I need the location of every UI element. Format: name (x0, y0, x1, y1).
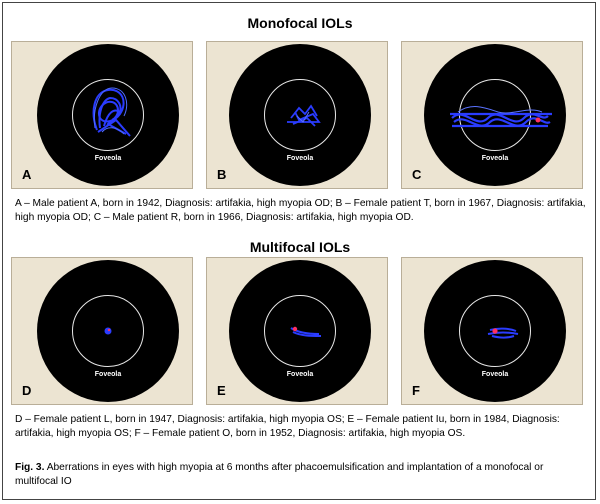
foveola-label: Foveola (481, 371, 509, 378)
monofocal-title: Monofocal IOLs (247, 15, 353, 31)
panel-letter: F (412, 383, 420, 398)
multifocal-caption: D – Female patient L, born in 1947, Diagnosis: artifakia, high myopia OS; E – Female patient Iu, born in 1984, Diagnosis: artifakia, high myopia OS; F – Female patient O, born in 1952, Diagnosis: artifakia, high myopia OS. (15, 414, 560, 439)
panel-letter: D (22, 383, 32, 398)
panel-c (401, 41, 583, 189)
panel-letter: A (22, 167, 32, 182)
aberration-pattern (402, 258, 583, 405)
panel-letter: E (217, 383, 226, 398)
foveola-label: Foveola (286, 155, 314, 162)
aberration-pattern (12, 42, 193, 189)
figure (2, 2, 596, 500)
multifocal-title: Multifocal IOLs (249, 239, 351, 255)
panel-letter: B (217, 167, 227, 182)
panel-f (401, 257, 583, 405)
panel-b (206, 41, 388, 189)
figure-caption-text: Aberrations in eyes with high myopia at 6 months after phacoemulsification and implantation of a monofocal or multifocal IO (15, 462, 544, 487)
panel-letter: C (412, 167, 422, 182)
aberration-pattern (12, 258, 193, 405)
figure-caption (15, 461, 587, 489)
aberration-pattern (402, 42, 583, 189)
figure-label: Fig. 3. (15, 462, 45, 473)
panel-e (206, 257, 388, 405)
foveola-label: Foveola (94, 371, 122, 378)
aberration-pattern (207, 42, 388, 189)
monofocal-caption: A – Male patient A, born in 1942, Diagnosis: artifakia, high myopia OD; B – Female patient T, born in 1967, Diagnosis: artifakia, high myopia OD; C – Male patient R, born in 1966, Diagnosis: artifakia, high myopia OD. (15, 198, 586, 223)
panel-a (11, 41, 193, 189)
aberration-pattern (207, 258, 388, 405)
panel-d (11, 257, 193, 405)
foveola-label: Foveola (94, 155, 122, 162)
foveola-label: Foveola (286, 371, 314, 378)
foveola-label: Foveola (481, 155, 509, 162)
